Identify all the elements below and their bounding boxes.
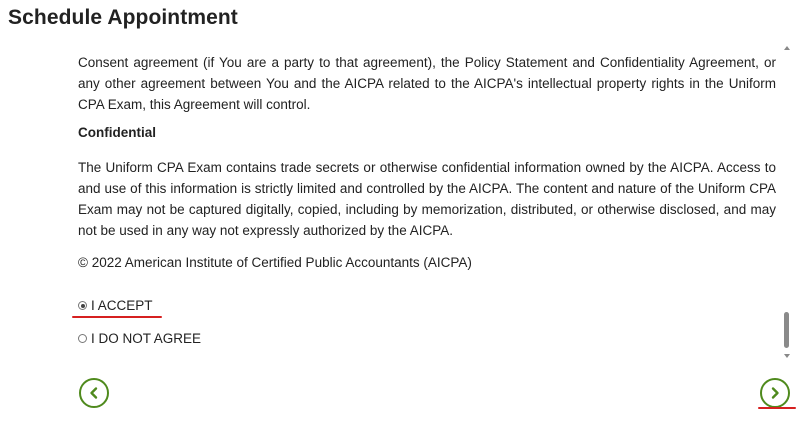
- accept-option[interactable]: [78, 298, 153, 313]
- copyright-notice: © 2022 American Institute of Certified Public Accountants (AICPA): [78, 255, 472, 270]
- next-button[interactable]: [760, 378, 790, 408]
- scroll-up-icon[interactable]: [784, 46, 790, 50]
- section-heading-confidential: Confidential: [78, 125, 156, 140]
- agreement-scrollbar[interactable]: [782, 44, 792, 362]
- decline-radio[interactable]: [78, 334, 87, 343]
- decline-option[interactable]: [78, 331, 201, 346]
- accept-radio[interactable]: [78, 301, 87, 310]
- chevron-right-icon: [768, 386, 782, 400]
- agreement-paragraph-1: Consent agreement (if You are a party to that agreement), the Policy Statement and Confidentiality Agreement, or any other agreement between You and the AICPA related to the AICPA's intellectual property rights in the Uniform CPA Exam, this Agreement will control.: [78, 55, 776, 112]
- accept-option-label: I ACCEPT: [91, 298, 153, 313]
- scroll-down-icon[interactable]: [784, 354, 790, 358]
- agreement-paragraph-2: The Uniform CPA Exam contains trade secrets or otherwise confidential information owned by the AICPA. Access to and use of this information is strictly limited and controlled by the AICPA. The content and nature of the Uniform CPA Exam may not be captured digitally, copied, including by memorization, distributed, or otherwise disclosed, and may not be used in any way not expressly authorized by the AICPA.: [78, 160, 776, 238]
- back-button[interactable]: [79, 378, 109, 408]
- accept-highlight-underline: [72, 316, 162, 318]
- agreement-text-area[interactable]: [78, 50, 776, 360]
- decline-option-label: I DO NOT AGREE: [91, 331, 202, 346]
- next-highlight-underline: [758, 407, 796, 409]
- chevron-left-icon: [87, 386, 101, 400]
- page-title: Schedule Appointment: [8, 6, 238, 29]
- scrollbar-thumb[interactable]: [784, 312, 789, 348]
